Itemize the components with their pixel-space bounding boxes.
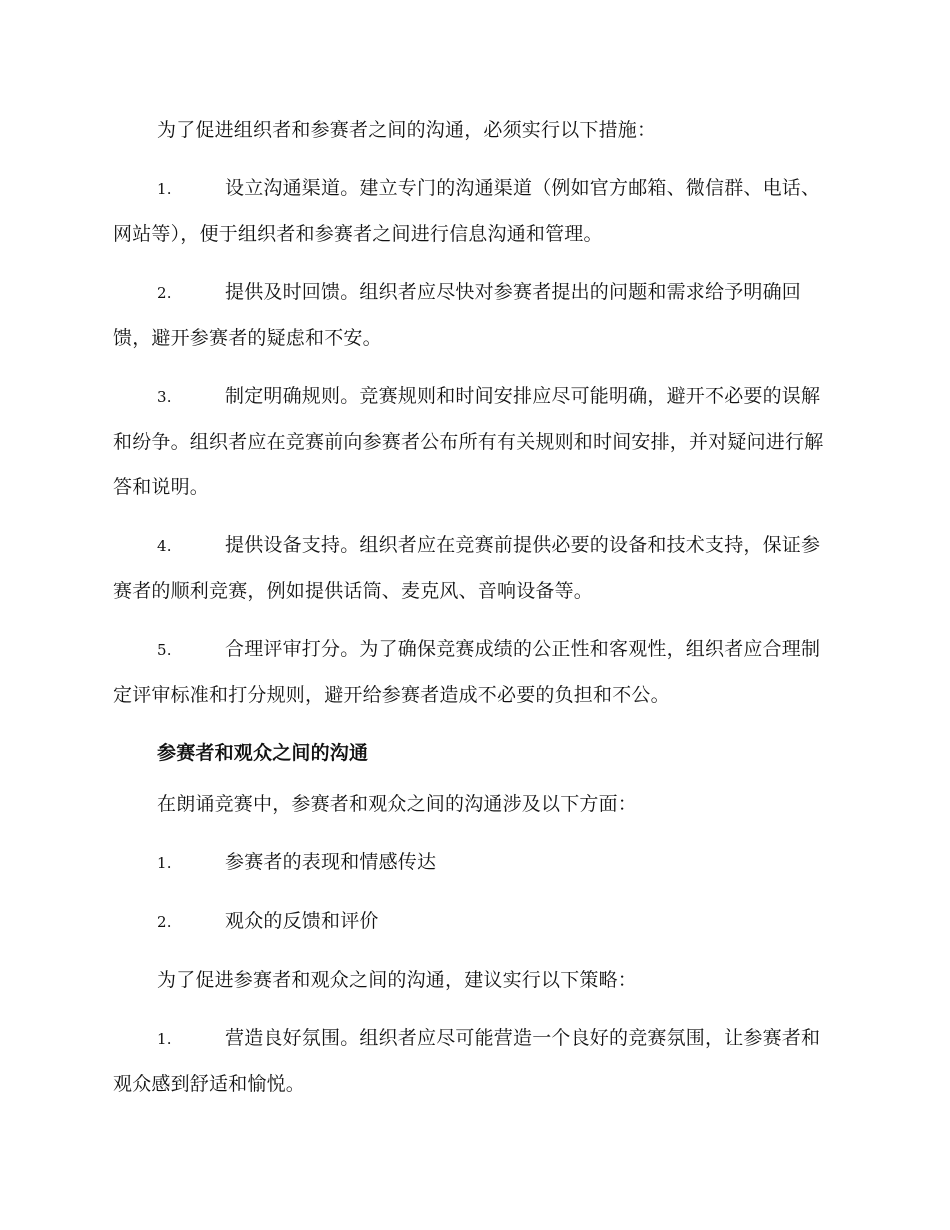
list-number: 2. (157, 913, 172, 931)
list-number: 1. (157, 854, 172, 872)
list-item-text: 营造良好氛围。组织者应尽可能营造一个良好的竞赛氛围，让参赛者和观众感到舒适和愉悦。 (113, 1027, 821, 1095)
list-item (113, 627, 835, 718)
list-number: 2. (157, 284, 172, 302)
list-item (113, 270, 835, 361)
list-item (113, 1016, 835, 1107)
list-number: 1. (157, 180, 172, 198)
intro-paragraph-strategies: 为了促进参赛者和观众之间的沟通，建议实行以下策略： (157, 969, 638, 991)
list-number: 5. (157, 641, 172, 659)
list-item-text: 观众的反馈和评价 (225, 910, 379, 932)
list-item (113, 374, 835, 510)
document-body (113, 108, 835, 1120)
list-number: 1. (157, 1030, 172, 1048)
list-item (113, 523, 835, 614)
list-item (113, 899, 835, 945)
section-heading: 参赛者和观众之间的沟通 (157, 742, 369, 764)
list-number: 3. (157, 388, 172, 406)
list-item (113, 166, 835, 257)
list-item-text: 合理评审打分。为了确保竞赛成绩的公正性和客观性，组织者应合理制定评审标准和打分规则，避开给参赛者造成不必要的负担和不公。 (113, 638, 821, 706)
list-item-text: 设立沟通渠道。建立专门的沟通渠道（例如官方邮箱、微信群、电话、网站等），便于组织者和参赛者之间进行信息沟通和管理。 (113, 177, 821, 245)
list-item (113, 840, 835, 886)
list-item-text: 提供设备支持。组织者应在竞赛前提供必要的设备和技术支持，保证参赛者的顺利竞赛，例如提供话筒、麦克风、音响设备等。 (113, 534, 821, 602)
intro-paragraph-audience: 在朗诵竞赛中，参赛者和观众之间的沟通涉及以下方面： (157, 793, 638, 815)
list-item-text: 制定明确规则。竞赛规则和时间安排应尽可能明确，避开不必要的误解和纷争。组织者应在竞赛前向参赛者公布所有有关规则和时间安排，并对疑问进行解答和说明。 (113, 385, 824, 498)
list-item-text: 提供及时回馈。组织者应尽快对参赛者提出的问题和需求给予明确回馈，避开参赛者的疑虑和不安。 (113, 281, 802, 349)
intro-paragraph-organizer: 为了促进组织者和参赛者之间的沟通，必须实行以下措施： (157, 119, 657, 141)
list-number: 4. (157, 537, 172, 555)
list-item-text: 参赛者的表现和情感传达 (225, 851, 437, 873)
